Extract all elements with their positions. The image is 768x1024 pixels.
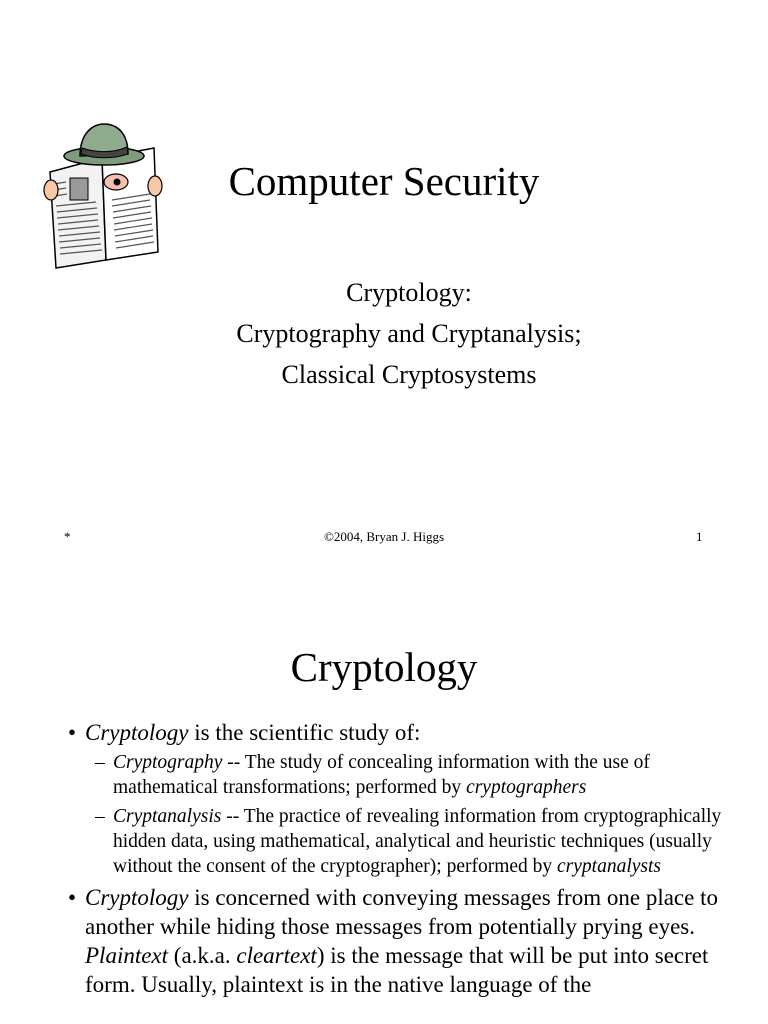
term: Cryptography	[113, 752, 223, 773]
sub-text: -- The study of concealing information with the use of mathematical transformations; performed by	[113, 752, 650, 798]
sub-dash: –	[95, 752, 105, 773]
bullet-item	[68, 718, 728, 747]
bullet-list	[68, 718, 728, 1001]
bullet-item	[68, 883, 728, 999]
bullet-text: (a.k.a.	[168, 943, 237, 968]
sub-item	[95, 750, 728, 800]
subtitle-line: Classical Cryptosystems	[281, 360, 537, 389]
term: Plaintext	[85, 943, 169, 968]
bullet-text: ) is the message that will be put into secret form. Usually, plaintext is in the native language of the	[85, 943, 709, 997]
term: cryptanalysts	[557, 856, 662, 877]
bullet-text: is the scientific study of:	[188, 720, 421, 745]
bullet-dot: •	[68, 720, 77, 745]
term: Cryptology	[85, 720, 189, 745]
bullet-dot: •	[68, 885, 77, 910]
subtitle-line: Cryptology:	[346, 278, 472, 307]
page-number: 1	[696, 529, 703, 544]
sub-text: -- The practice of revealing information from cryptographically hidden data, using mathematical, analytical and heuristic techniques (usually without the consent of the cryptographer); performed by	[113, 806, 722, 877]
term: Cryptology	[85, 885, 189, 910]
cryptology-slide	[0, 580, 768, 1024]
term: cryptographers	[466, 777, 587, 798]
term: cleartext	[236, 943, 317, 968]
bullet-text: is concerned with conveying messages from one place to another while hiding those messages from potentially prying eyes.	[85, 885, 718, 939]
sub-item	[95, 804, 728, 879]
footer-marker: *	[64, 529, 71, 544]
subtitle-line: Cryptography and Cryptanalysis;	[236, 319, 582, 348]
sub-list	[95, 750, 728, 879]
footer-copyright: ©2004, Bryan J. Higgs	[323, 529, 444, 544]
slide-title: Cryptology	[290, 644, 478, 690]
sub-dash: –	[95, 806, 105, 827]
term: Cryptanalysis	[113, 806, 222, 827]
slide-title: Computer Security	[228, 158, 540, 204]
slide-subtitle	[0, 272, 768, 395]
